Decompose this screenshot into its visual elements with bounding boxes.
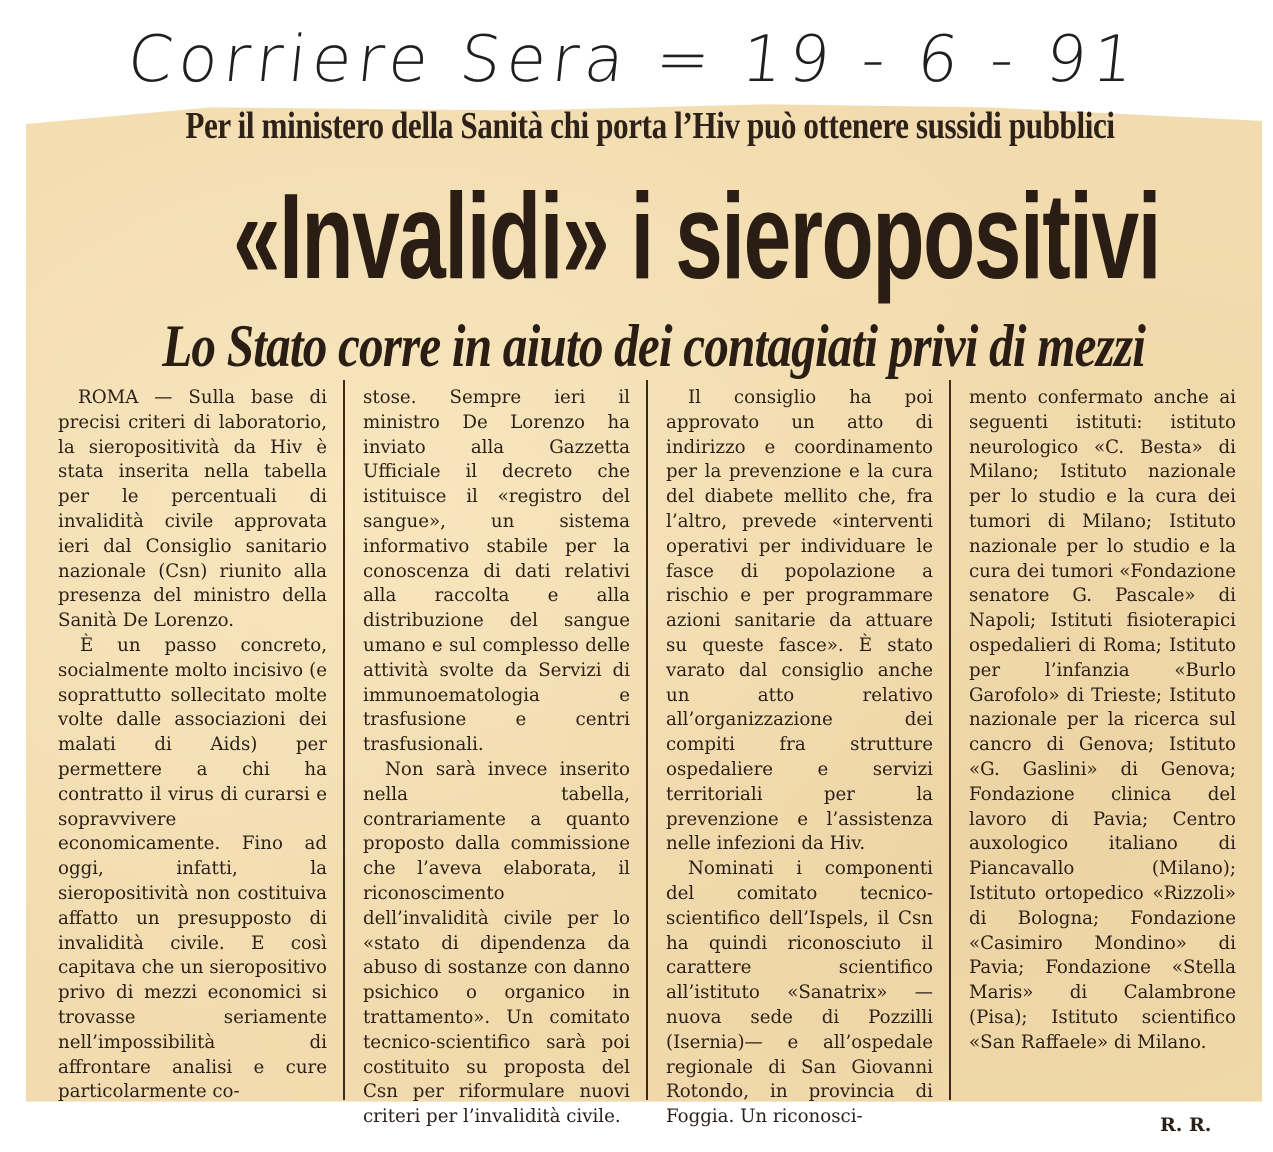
paragraph: Non sarà invece inserito nella tabella, contrariamente a quanto proposto dalla commissione che l’aveva elaborata, il riconoscimento dell’invalidità civile per lo «stato di dipendenza da abuso di sostanze con danno psichico o organico in trattamento». Un comitato tecnico-scientifico sarà poi costituito su proposta del Csn per riformulare nuovi criteri per l’invalidità civile. [363, 758, 630, 1128]
paragraph: Nominati i componenti del comitato tecnico-scientifico dell’Ispels, il Csn ha quindi riconosciuto il carattere scientifico all’istituto «Sanatrix» — nuova sede di Pozzilli (Isernia)— e all’ospedale regionale di San Giovanni Rotondo, in provincia di Foggia. Un riconosci- [666, 858, 933, 1128]
article-kicker: Per il ministero della Sanità chi porta l’Hiv può ottenere sussidi pubblici [185, 105, 1115, 147]
paragraph: mento confermato anche ai seguenti istituti: istituto neurologico «C. Besta» di Milano; Istituto nazionale per lo studio e la cura dei tumori di Milano; Istituto nazionale per lo studio e la cura dei tumori «Fondazione senatore G. Pascale» di Napoli; Istituti fisioterapici ospedalieri di Roma; Istituto per l’infanzia «Burlo Garofolo» di Trieste; Istituto nazionale per la ricerca sul cancro di Genova; Istituto «G. Gaslini» di Genova; Fondazione clinica del lavoro di Pavia; Centro auxologico italiano di Piancavallo (Milano); Istituto ortopedico «Rizzoli» di Bologna; Fondazione «Casimiro Mondino» di Pavia; Fondazione «Stella Maris» di Calambrone (Pisa); Istituto scientifico «San Raffaele» di Milano. [969, 387, 1236, 1053]
paragraph: Il consiglio ha poi approvato un atto di indirizzo e coordinamento per la prevenzione e la cura del diabete mellito che, fra l’altro, prevede «interventi operativi per individuare le fasce di popolazione a rischio e per programmare azioni sanitarie da attuare su queste fasce». È stato varato dal consiglio anche un atto relativo all’organizzazione dei compiti fra strutture ospedaliere e servizi territoriali per la prevenzione e l’assistenza nelle infezioni da Hiv. [666, 387, 933, 855]
article-body [40, 380, 1252, 1128]
paragraph: stose. Sempre ieri il ministro De Lorenzo ha inviato alla Gazzetta Ufficiale il decreto che istituisce il «registro del sangue», un sistema informativo stabile per la conoscenza di dati relativi alla raccolta e alla distribuzione del sangue umano e sul complesso delle attività svolte da Servizi di immunoematologia e trasfusione e centri trasfusionali. [363, 387, 630, 756]
article-column-2 [343, 380, 646, 1128]
article-subheadline: Lo Stato corre in aiuto dei contagiati privi di mezzi [162, 313, 1146, 379]
paragraph: È un passo concreto, socialmente molto incisivo (e soprattutto sollecitato molte volte dalle associazioni dei malati di Aids) per permettere a chi ha contratto il virus di curarsi e sopravvivere economicamente. Fino ad oggi, infatti, la sieropositività non costituiva affatto un presupposto di invalidità civile. E così capitava che un sieropositivo privo di mezzi economici si trovasse seriamente nell’impossibilità di affrontare analisi e cure particolarmente co- [58, 634, 327, 1103]
handwritten-source-note: Corriere Sera = 19 - 6 - 91 [124, 23, 1144, 97]
author-signature: R. R. [1160, 1114, 1212, 1136]
paragraph: ROMA — Sulla base di precisi criteri di laboratorio, la sieropositività da Hiv è stata inserita nella tabella per le percentuali di invalidità civile approvata ieri dal Consiglio sanitario nazionale (Csn) riunito alla presenza del ministro della Sanità De Lorenzo. [58, 387, 327, 632]
article-headline: «Invalidi» i sieropositivi [233, 168, 1161, 304]
article-column-1 [40, 380, 343, 1103]
article-column-3 [646, 380, 949, 1128]
article-column-4 [949, 380, 1252, 1100]
